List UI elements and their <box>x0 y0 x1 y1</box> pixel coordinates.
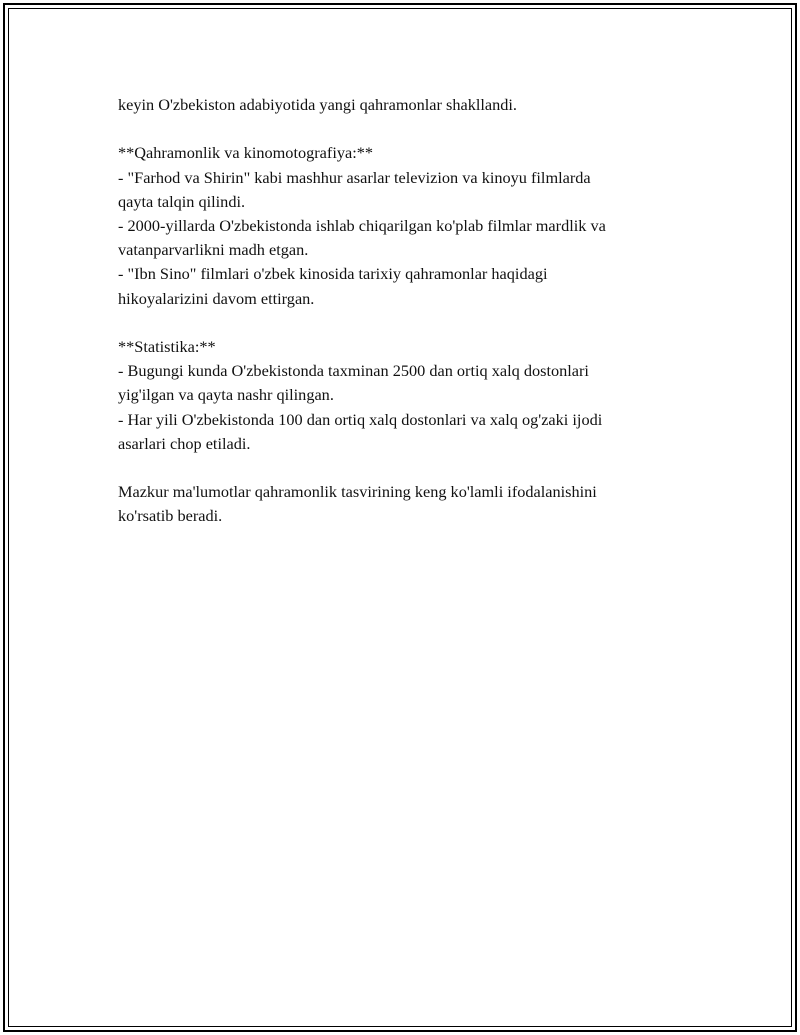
text-line: ko'rsatib beradi. <box>118 506 223 526</box>
text-line: hikoyalarizini davom ettirgan. <box>118 288 315 308</box>
text-line: Mazkur ma'lumotlar qahramonlik tasvirining keng ko'lamli ifodalanishini <box>118 482 597 502</box>
text-line: qayta talqin qilindi. <box>118 191 246 211</box>
section-heading: **Qahramonlik va kinomotografiya:** <box>118 143 374 163</box>
paragraph-conclusion <box>118 480 688 528</box>
text-line: - "Ibn Sino" filmlari o'zbek kinosida tarixiy qahramonlar haqidagi <box>118 264 548 284</box>
text-line: yig'ilgan va qayta nashr qilingan. <box>118 385 334 405</box>
paragraph-cinematography <box>118 141 688 310</box>
paragraph-intro <box>118 93 688 117</box>
text-line: asarlari chop etiladi. <box>118 433 251 453</box>
text-line: keyin O'zbekiston adabiyotida yangi qahramonlar shakllandi. <box>118 95 518 114</box>
section-heading: **Statistika:** <box>118 337 216 356</box>
paragraph-statistics <box>118 335 688 456</box>
text-line: vatanparvarlikni madh etgan. <box>118 240 309 260</box>
text-line: - Har yili O'zbekistonda 100 dan ortiq xalq dostonlari va xalq og'zaki ijodi <box>118 409 603 429</box>
text-line: - "Farhod va Shirin" kabi mashhur asarlar televizion va kinoyu filmlarda <box>118 167 591 187</box>
document-body <box>118 93 688 553</box>
text-line: - Bugungi kunda O'zbekistonda taxminan 2500 dan ortiq xalq dostonlari <box>118 361 589 381</box>
text-line: - 2000-yillarda O'zbekistonda ishlab chiqarilgan ko'plab filmlar mardlik va <box>118 216 606 235</box>
